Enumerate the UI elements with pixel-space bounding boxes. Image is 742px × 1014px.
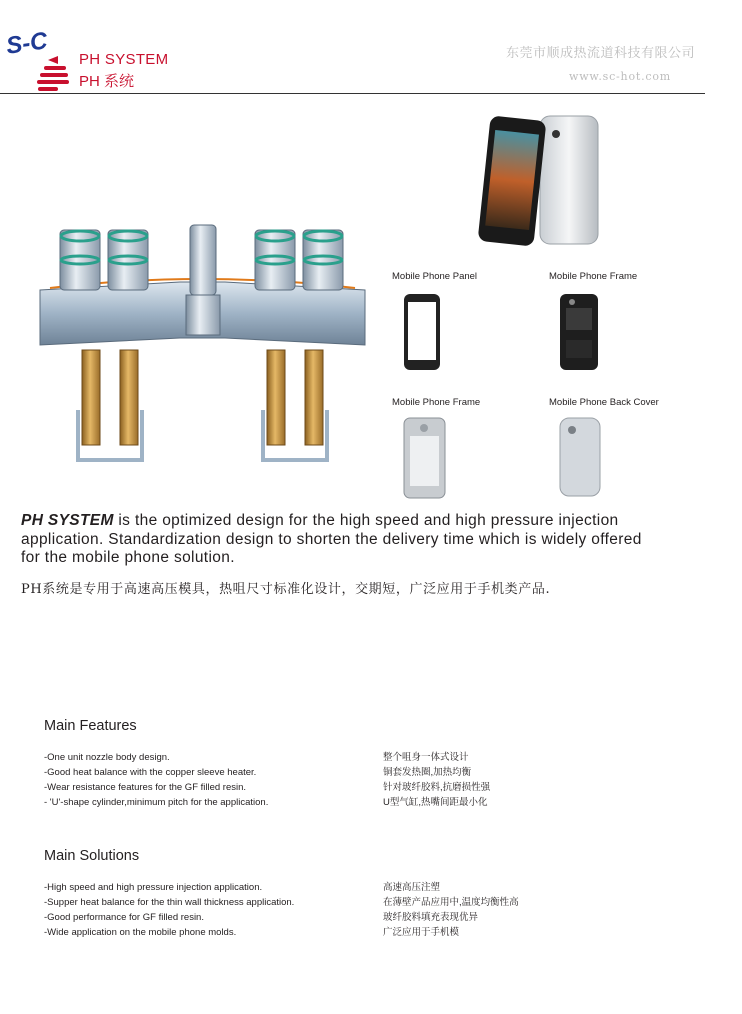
list-item: 在薄壁产品应用中,温度均衡性高 <box>383 897 519 908</box>
list-item: -Good performance for GF filled resin. <box>44 912 204 923</box>
part-caption: Mobile Phone Frame <box>549 271 638 282</box>
hot-runner-system-illustration <box>30 210 375 480</box>
list-item: -Wear resistance features for the GF filled resin. <box>44 782 247 793</box>
list-item: 高速高压注塑 <box>383 882 441 893</box>
list-item: 整个咀身一体式设计 <box>383 752 469 763</box>
list-item: -High speed and high pressure injection application. <box>44 882 263 893</box>
intro-text-en <box>21 512 661 568</box>
intro-text-cn: PH系统是专用于高速高压模具，热咀尺寸标准化设计，交期短，广泛应用于手机类产品. <box>21 582 551 597</box>
list-item: U型气缸,热嘴间距最小化 <box>383 797 488 808</box>
header-divider <box>0 93 705 94</box>
mobile-phone-photo <box>478 112 603 250</box>
phone-back-cover-icon <box>558 416 602 498</box>
features-title: Main Features <box>44 718 137 734</box>
list-item: 广泛应用于手机模 <box>383 927 460 938</box>
phone-middle-frame-icon <box>402 416 447 500</box>
list-item: 玻纤胶料填充表现优异 <box>383 912 479 923</box>
features-list-cn <box>383 750 490 810</box>
intro-body-en: is the optimized design for the high speed and high pressure injection application. Standardization design to shorten the delivery time which is widely offered for the mobile phone solution. <box>21 512 642 566</box>
company-logo <box>4 22 74 94</box>
company-name: 东莞市顺成热流道科技有限公司 <box>506 46 696 61</box>
solutions-list-en <box>44 880 294 940</box>
phone-panel-frame-icon <box>402 292 442 372</box>
features-list-en <box>44 750 268 810</box>
list-item: - 'U'-shape cylinder,minimum pitch for the application. <box>44 797 269 808</box>
part-caption: Mobile Phone Panel <box>392 271 478 282</box>
brand-name-en: PH SYSTEM <box>79 51 169 68</box>
solutions-list-cn <box>383 880 519 940</box>
list-item: 铜套发热圈,加热均衡 <box>383 767 472 778</box>
list-item: 针对玻纤胶料,抗磨损性强 <box>383 782 491 793</box>
list-item: -One unit nozzle body design. <box>44 752 170 763</box>
phone-inner-frame-icon <box>558 292 600 372</box>
intro-emphasis: PH SYSTEM <box>21 512 114 529</box>
list-item: -Wide application on the mobile phone molds. <box>44 927 237 938</box>
part-caption: Mobile Phone Back Cover <box>549 397 659 408</box>
part-caption: Mobile Phone Frame <box>392 397 481 408</box>
solutions-title: Main Solutions <box>44 848 140 864</box>
list-item: -Good heat balance with the copper sleeve heater. <box>44 767 257 778</box>
brand-name-cn: PH 系统 <box>79 73 135 90</box>
logo-text: S-C <box>4 27 50 60</box>
company-website: www.sc-hot.com <box>569 70 671 83</box>
list-item: -Supper heat balance for the thin wall thickness application. <box>44 897 295 908</box>
